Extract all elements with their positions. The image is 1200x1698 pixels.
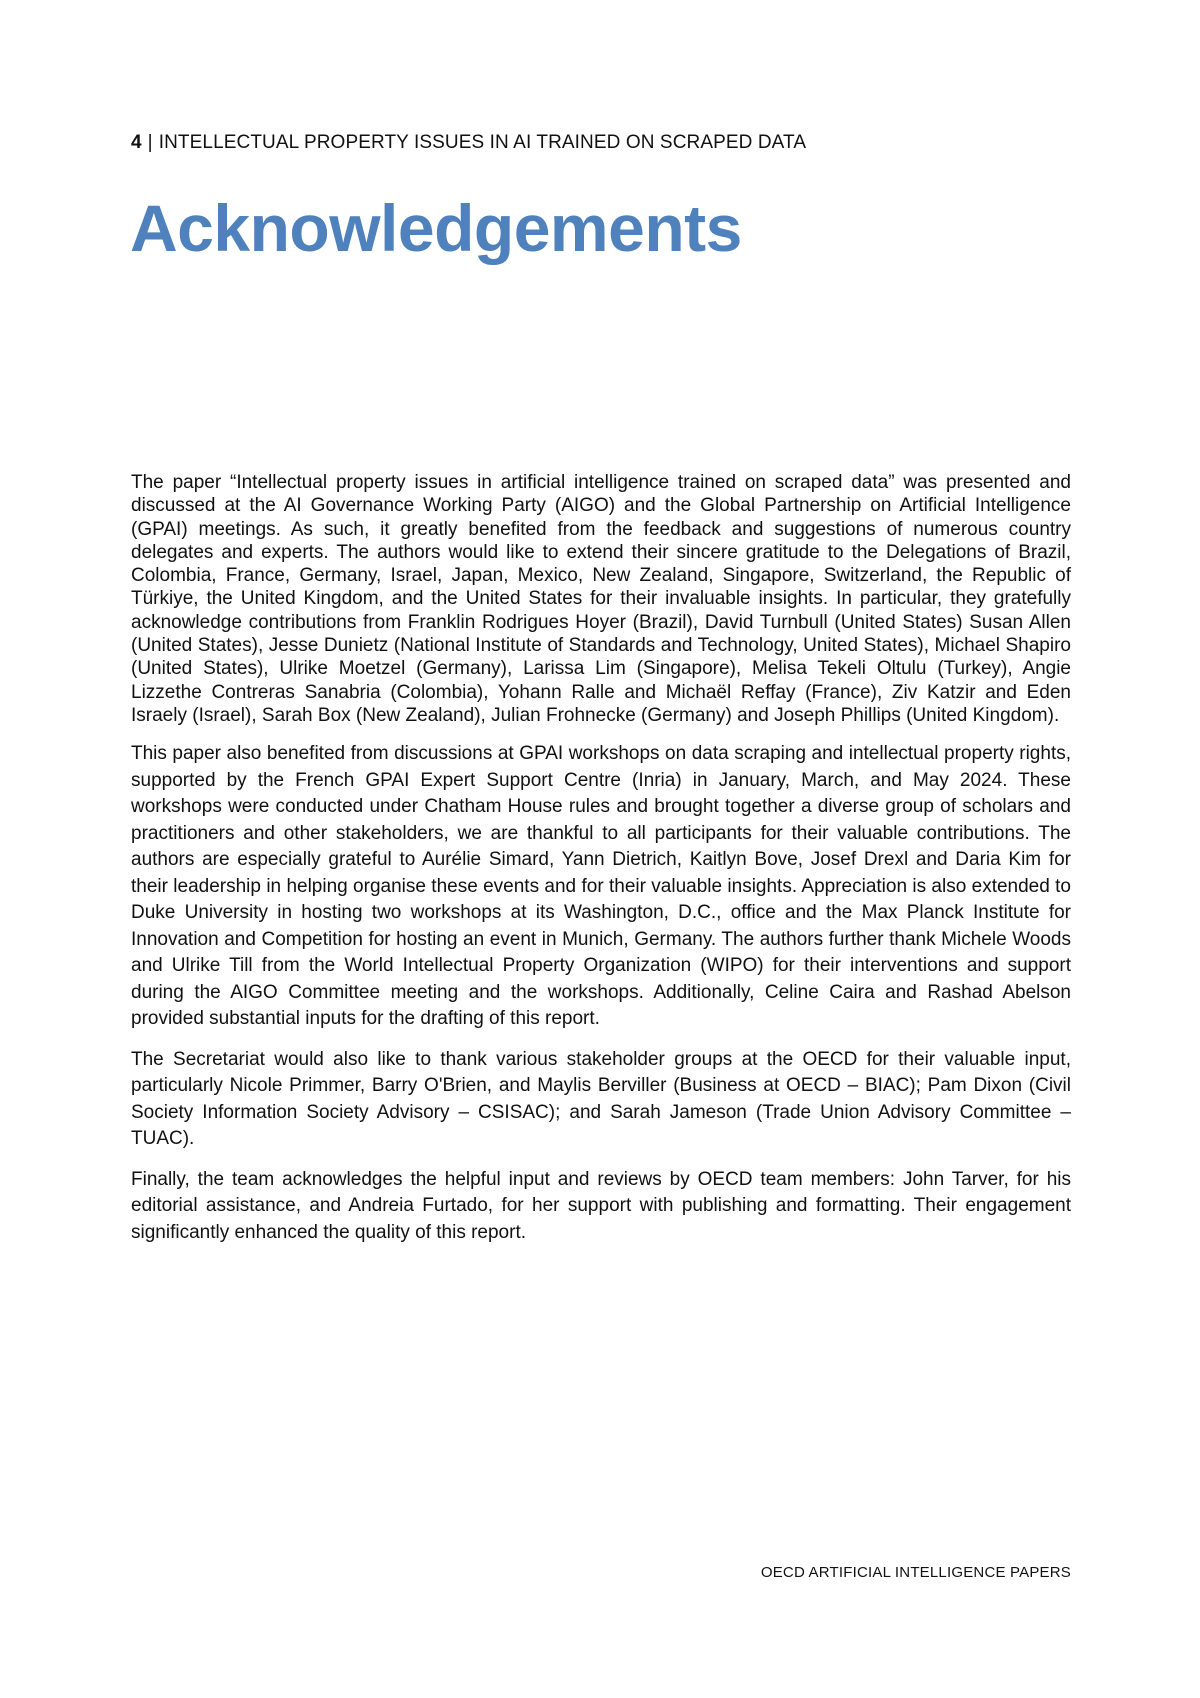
page-number: 4 xyxy=(131,132,142,153)
running-footer: OECD ARTIFICIAL INTELLIGENCE PAPERS xyxy=(760,1564,1071,1581)
acknowledgements-body xyxy=(131,471,1071,1260)
paragraph-delegations: The paper “Intellectual property issues in artificial intelligence trained on scraped data” was presented and discussed at the AI Governance Working Party (AIGO) and the Global Partnership on Artificial Intelligence (GPAI) meetings. As such, it greatly benefited from the feedback and suggestions of numerous country delegates and experts. The authors would like to extend their sincere gratitude to the Delegations of Brazil, Colombia, France, Germany, Israel, Japan, Mexico, New Zealand, Singapore, Switzerland, the Republic of Türkiye, the United Kingdom, and the United States for their invaluable insights. In particular, they gratefully acknowledge contributions from Franklin Rodrigues Hoyer (Brazil), David Turnbull (United States) Susan Allen (United States), Jesse Dunietz (National Institute of Standards and Technology, United States), Michael Shapiro (United States), Ulrike Moetzel (Germany), Larissa Lim (Singapore), Melisa Tekeli Oltulu (Turkey), Angie Lizzethe Contreras Sanabria (Colombia), Yohann Ralle and Michaël Reffay (France), Ziv Katzir and Eden Israely (Israel), Sarah Box (New Zealand), Julian Frohnecke (Germany) and Joseph Phillips (United Kingdom). xyxy=(131,472,1071,726)
running-title: INTELLECTUAL PROPERTY ISSUES IN AI TRAINED ON SCRAPED DATA xyxy=(158,132,807,153)
paragraph-team: Finally, the team acknowledges the helpful input and reviews by OECD team members: John Tarver, for his editorial assistance, and Andreia Furtado, for her support with publishing and formatting. Their engagement significantly enhanced the quality of this report. xyxy=(131,1168,1071,1243)
running-header xyxy=(131,131,806,155)
paragraph-workshops: This paper also benefited from discussions at GPAI workshops on data scraping and intellectual property rights, supported by the French GPAI Expert Support Centre (Inria) in January, March, and May 2024. These workshops were conducted under Chatham House rules and brought together a diverse group of scholars and practitioners and other stakeholders, we are thankful to all participants for their valuable contributions. The authors are especially grateful to Aurélie Simard, Yann Dietrich, Kaitlyn Bove, Josef Drexl and Daria Kim for their leadership in helping organise these events and for their valuable insights. Appreciation is also extended to Duke University in hosting two workshops at its Washington, D.C., office and the Max Planck Institute for Innovation and Competition for hosting an event in Munich, Germany. The authors further thank Michele Woods and Ulrike Till from the World Intellectual Property Organization (WIPO) for their interventions and support during the AIGO Committee meeting and the workshops. Additionally, Celine Caira and Rashad Abelson provided substantial inputs for the drafting of this report. xyxy=(131,743,1071,1030)
header-separator: | xyxy=(147,132,153,153)
page-title: Acknowledgements xyxy=(130,191,742,265)
paragraph-stakeholders: The Secretariat would also like to thank various stakeholder groups at the OECD for their valuable input, particularly Nicole Primmer, Barry O'Brien, and Maylis Berviller (Business at OECD – BIAC); Pam Dixon (Civil Society Information Society Advisory – CSISAC); and Sarah Jameson (Trade Union Advisory Committee – TUAC). xyxy=(131,1048,1071,1150)
